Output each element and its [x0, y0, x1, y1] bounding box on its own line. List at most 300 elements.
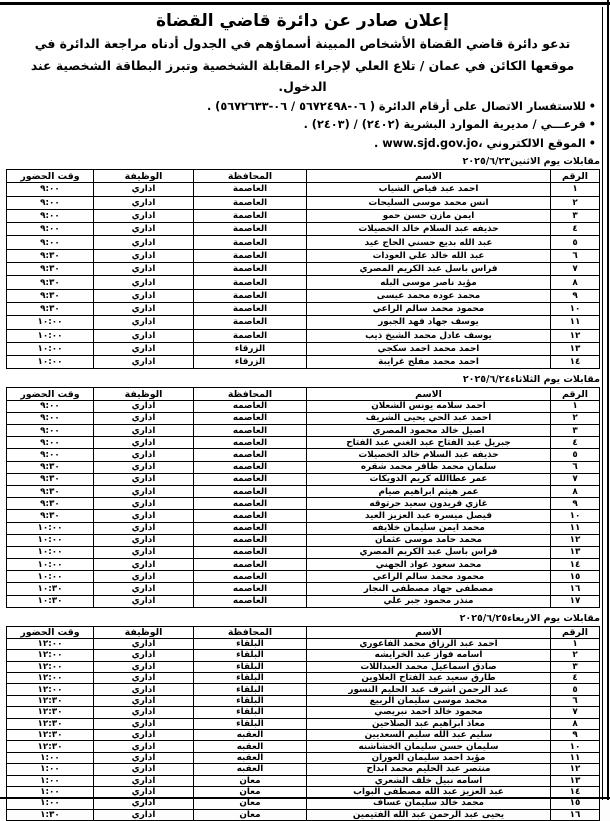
- table-row: [7, 684, 600, 695]
- column-header-governorate: المحافظة: [194, 626, 307, 638]
- announcement-content: [5, 8, 600, 821]
- column-header-number: الرقم: [551, 388, 600, 400]
- table-row: [7, 729, 600, 740]
- interviews-table-wednesday: [6, 626, 600, 821]
- cell-job: اداري: [94, 412, 194, 424]
- cell-name: محمد سعود عواد الجهني: [307, 559, 551, 571]
- cell-name: مؤيد احمد سليمان العوران: [307, 752, 551, 763]
- column-header-governorate: المحافظة: [194, 170, 307, 183]
- cell-number: ١٢: [551, 329, 600, 342]
- top-border-rule: [0, 2, 610, 5]
- cell-job: اداري: [94, 316, 194, 329]
- cell-job: اداري: [94, 595, 194, 607]
- cell-job: اداري: [94, 571, 194, 583]
- cell-number: ١٥: [551, 571, 600, 583]
- cell-name: طارق سعيد عبد الفتاح العلاوين: [307, 673, 551, 684]
- column-header-name: الاسم: [307, 626, 551, 638]
- cell-number: ١٢: [551, 764, 600, 775]
- table-row: [7, 263, 600, 276]
- phone-separator: /: [291, 100, 296, 114]
- table-row: [7, 289, 600, 302]
- cell-job: اداري: [94, 400, 194, 412]
- table-row: [7, 534, 600, 546]
- cell-number: ١١: [551, 316, 600, 329]
- cell-name: مؤيد ناصر موسى البله: [307, 276, 551, 289]
- cell-attendance-time: ٩:٠٠: [7, 236, 94, 249]
- header-row: [7, 388, 600, 400]
- website-line: [5, 138, 596, 149]
- cell-name: محمد ايمن سليمان خلايفه: [307, 522, 551, 534]
- cell-name: حذيفه عبد السلام خالد الخصيلات: [307, 449, 551, 461]
- cell-job: اداري: [94, 559, 194, 571]
- table-caption-monday: مقابلات يوم الاثنين٢٠٢٥/٦/٢٣: [462, 156, 600, 167]
- right-border-rule-inner: [602, 7, 603, 800]
- website-label: الموقع الالكتروني ،: [478, 136, 586, 150]
- cell-number: ١٦: [551, 583, 600, 595]
- cell-attendance-time: ٩:٣٠: [7, 263, 94, 276]
- cell-governorate: البلقاء: [194, 684, 307, 695]
- cell-governorate: العقبه: [194, 764, 307, 775]
- cell-number: ٣: [551, 661, 600, 672]
- cell-name: اصيل خالد محمود المصري: [307, 425, 551, 437]
- cell-job: اداري: [94, 638, 194, 649]
- cell-governorate: العاصمه: [194, 522, 307, 534]
- cell-name: محمد خالد سليمان عساف: [307, 798, 551, 809]
- cell-job: اداري: [94, 437, 194, 449]
- cell-governorate: العاصمه: [194, 546, 307, 558]
- intro-paragraph: تدعو دائرة قاضي القضاة الأشخاص المبينة أسماؤهم في الجدول أدناه مراجعة الدائرة في موقعها الكائن في عمان / تلاع العلي لإجراء المقابلة الشخصية وتبرز البطاقة الشخصية عند الدخول.: [30, 36, 575, 95]
- cell-name: يحيى عبد الرحمن عبد الله الفتيمين: [307, 809, 551, 820]
- cell-attendance-time: ٩:٠٠: [7, 209, 94, 222]
- cell-governorate: البلقاء: [194, 650, 307, 661]
- table-row: [7, 183, 600, 196]
- cell-attendance-time: ١٢:٣٠: [7, 707, 94, 718]
- cell-number: ٨: [551, 276, 600, 289]
- cell-attendance-time: ٩:٣٠: [7, 510, 94, 522]
- cell-job: اداري: [94, 786, 194, 797]
- table-row: [7, 400, 600, 412]
- cell-number: ٢: [551, 412, 600, 424]
- cell-number: ١٤: [551, 559, 600, 571]
- cell-number: ٧: [551, 263, 600, 276]
- cell-number: ٦: [551, 695, 600, 706]
- cell-governorate: معان: [194, 786, 307, 797]
- cell-name: احمد عبد الرزاق محمد الفاعوري: [307, 638, 551, 649]
- table-row: [7, 196, 600, 209]
- cell-governorate: العاصمه: [194, 437, 307, 449]
- cell-job: اداري: [94, 236, 194, 249]
- cell-name: عمر هيثم ابراهيم صيام: [307, 485, 551, 497]
- cell-job: اداري: [94, 684, 194, 695]
- table-row: [7, 718, 600, 729]
- cell-governorate: العاصمة: [194, 329, 307, 342]
- cell-name: احمد محمد مفلح غرايبة: [307, 356, 551, 369]
- cell-name: سليم عبد الله سليم السعديين: [307, 729, 551, 740]
- cell-governorate: البلقاء: [194, 718, 307, 729]
- cell-number: ٤: [551, 223, 600, 236]
- cell-attendance-time: ٩:٣٠: [7, 249, 94, 262]
- cell-attendance-time: ١٠:٠٠: [7, 522, 94, 534]
- cell-name: محمود محمد سالم الراعي: [307, 571, 551, 583]
- table-row: [7, 583, 600, 595]
- cell-number: ٢: [551, 196, 600, 209]
- column-header-attendance-time: وقت الحضور: [7, 388, 94, 400]
- table-row: [7, 764, 600, 775]
- cell-job: اداري: [94, 183, 194, 196]
- cell-job: اداري: [94, 546, 194, 558]
- cell-name: يوسف جهاد فهد الجبور: [307, 316, 551, 329]
- cell-name: فراس باسل عبد الكريم المصري: [307, 546, 551, 558]
- cell-job: اداري: [94, 661, 194, 672]
- cell-attendance-time: ١٢:٠٠: [7, 650, 94, 661]
- cell-attendance-time: ٩:٠٠: [7, 183, 94, 196]
- cell-name: فيصل ميسره عبد العزيز العيد: [307, 510, 551, 522]
- cell-job: اداري: [94, 764, 194, 775]
- cell-governorate: البلقاء: [194, 638, 307, 649]
- bullet-icon: •: [588, 100, 596, 114]
- cell-name: عمر عطاالله كريم الدويكات: [307, 473, 551, 485]
- cell-attendance-time: ١٢:٠٠: [7, 684, 94, 695]
- cell-job: اداري: [94, 650, 194, 661]
- table-row: [7, 695, 600, 706]
- cell-number: ١: [551, 638, 600, 649]
- table-row: [7, 209, 600, 222]
- page-title: إعلان صادر عن دائرة قاضي القضاة: [156, 11, 449, 31]
- cell-job: اداري: [94, 276, 194, 289]
- table-row: [7, 595, 600, 607]
- cell-name: محمد حامد موسى عثمان: [307, 534, 551, 546]
- cell-job: اداري: [94, 263, 194, 276]
- cell-governorate: العاصمه: [194, 449, 307, 461]
- cell-governorate: العاصمه: [194, 412, 307, 424]
- cell-name: منتصر عبد الحليم محمد ابداح: [307, 764, 551, 775]
- cell-governorate: البلقاء: [194, 673, 307, 684]
- cell-job: اداري: [94, 425, 194, 437]
- cell-job: اداري: [94, 809, 194, 820]
- table-row: [7, 473, 600, 485]
- cell-job: اداري: [94, 775, 194, 786]
- cell-governorate: العقبه: [194, 741, 307, 752]
- column-header-name: الاسم: [307, 170, 551, 183]
- cell-job: اداري: [94, 729, 194, 740]
- cell-name: سليمان حسن سليمان الخشاشنه: [307, 741, 551, 752]
- cell-job: اداري: [94, 289, 194, 302]
- branch-extension-line: [5, 119, 596, 130]
- cell-attendance-time: ١٢:٠٠: [7, 638, 94, 649]
- cell-number: ٨: [551, 485, 600, 497]
- cell-job: اداري: [94, 498, 194, 510]
- cell-job: اداري: [94, 583, 194, 595]
- cell-job: اداري: [94, 718, 194, 729]
- cell-job: اداري: [94, 249, 194, 262]
- cell-governorate: العاصمه: [194, 461, 307, 473]
- cell-governorate: العاصمه: [194, 498, 307, 510]
- bullet-icon: •: [588, 118, 596, 132]
- table-row: [7, 673, 600, 684]
- cell-number: ١٠: [551, 302, 600, 315]
- cell-name: عبد العزيز عبد الله مصطفى البواب: [307, 786, 551, 797]
- cell-name: محمود محمد سالم الراعي: [307, 302, 551, 315]
- cell-number: ٩: [551, 289, 600, 302]
- table-row: [7, 223, 600, 236]
- cell-governorate: العاصمة: [194, 236, 307, 249]
- table-row: [7, 236, 600, 249]
- cell-name: اسامه فواز عبد الخرايشه: [307, 650, 551, 661]
- cell-name: محمد عوده محمد عيسى: [307, 289, 551, 302]
- cell-job: اداري: [94, 461, 194, 473]
- website-url: www.sjd.gov.jo: [382, 136, 479, 150]
- cell-governorate: العاصمة: [194, 302, 307, 315]
- cell-job: اداري: [94, 449, 194, 461]
- cell-job: اداري: [94, 473, 194, 485]
- cell-number: ٩: [551, 729, 600, 740]
- cell-number: ١٤: [551, 786, 600, 797]
- cell-number: ٤: [551, 437, 600, 449]
- cell-job: اداري: [94, 302, 194, 315]
- cell-number: ٥: [551, 236, 600, 249]
- column-header-attendance-time: وقت الحضور: [7, 626, 94, 638]
- cell-job: اداري: [94, 356, 194, 369]
- cell-number: ١٦: [551, 809, 600, 820]
- table-row: [7, 437, 600, 449]
- cell-attendance-time: ٩:٠٠: [7, 400, 94, 412]
- cell-governorate: العاصمة: [194, 196, 307, 209]
- cell-number: ١٠: [551, 510, 600, 522]
- cell-name: محمود خالد احمد نبريصي: [307, 707, 551, 718]
- table-row: [7, 650, 600, 661]
- table-row: [7, 425, 600, 437]
- table-row: [7, 498, 600, 510]
- table-row: [7, 546, 600, 558]
- cell-attendance-time: ١٠:٠٠: [7, 356, 94, 369]
- cell-attendance-time: ٩:٣٠: [7, 302, 94, 315]
- cell-job: اداري: [94, 534, 194, 546]
- cell-job: اداري: [94, 673, 194, 684]
- cell-name: حذيفه عبد السلام خالد الخصيلات: [307, 223, 551, 236]
- cell-job: اداري: [94, 522, 194, 534]
- cell-number: ١١: [551, 752, 600, 763]
- cell-name: ايمن مازن حسن حمو: [307, 209, 551, 222]
- table-row: [7, 449, 600, 461]
- cell-job: اداري: [94, 196, 194, 209]
- table-row: [7, 661, 600, 672]
- cell-attendance-time: ١٠:٠٠: [7, 342, 94, 355]
- cell-governorate: العاصمه: [194, 595, 307, 607]
- cell-attendance-time: ١:٠٠: [7, 775, 94, 786]
- info-bullets: [5, 101, 596, 149]
- table-caption-wednesday: مقابلات يوم الاربعاء٢٠٢٥/٦/٢٥: [459, 612, 600, 624]
- table-row: [7, 571, 600, 583]
- cell-name: احمد عبد الحي يحيى الشريف: [307, 412, 551, 424]
- column-header-attendance-time: وقت الحضور: [7, 170, 94, 183]
- cell-job: اداري: [94, 695, 194, 706]
- cell-name: سلمان محمد ظافر محمد شقره: [307, 461, 551, 473]
- cell-attendance-time: ٩:٣٠: [7, 473, 94, 485]
- cell-job: اداري: [94, 510, 194, 522]
- cell-attendance-time: ١٠:٠٠: [7, 316, 94, 329]
- contact-suffix-text: ) .: [206, 100, 221, 114]
- cell-number: ٧: [551, 473, 600, 485]
- cell-number: ١: [551, 400, 600, 412]
- table-row: [7, 741, 600, 752]
- cell-number: ٦: [551, 249, 600, 262]
- cell-number: ٣: [551, 425, 600, 437]
- cell-governorate: العاصمه: [194, 534, 307, 546]
- cell-attendance-time: ٩:٠٠: [7, 425, 94, 437]
- cell-attendance-time: ١:٠٠: [7, 764, 94, 775]
- cell-name: احمد عبد فياض الشياب: [307, 183, 551, 196]
- cell-attendance-time: ٩:٠٠: [7, 437, 94, 449]
- cell-number: ٥: [551, 684, 600, 695]
- cell-governorate: العاصمة: [194, 263, 307, 276]
- cell-number: ١٢: [551, 534, 600, 546]
- table-row: [7, 809, 600, 820]
- phone-number-1: ٠٦-٥٦٧٢٤٩٨: [299, 100, 366, 114]
- cell-governorate: العقبه: [194, 752, 307, 763]
- cell-governorate: البلقاء: [194, 707, 307, 718]
- cell-governorate: العاصمه: [194, 559, 307, 571]
- cell-name: احمد سلامه يونس الشعلان: [307, 400, 551, 412]
- cell-number: ٤: [551, 673, 600, 684]
- table-row: [7, 522, 600, 534]
- cell-number: ١١: [551, 522, 600, 534]
- cell-name: جبريل عبد الفتاح عبد الغني عبد الفتاح: [307, 437, 551, 449]
- table-row: [7, 342, 600, 355]
- cell-name: عبد الرحمن اشرف عبد الحليم النسور: [307, 684, 551, 695]
- cell-name: محمد موسى سليمان الربيع: [307, 695, 551, 706]
- cell-number: ٧: [551, 707, 600, 718]
- cell-attendance-time: ١٢:٣٠: [7, 695, 94, 706]
- cell-governorate: الزرقاء: [194, 356, 307, 369]
- cell-number: ١٣: [551, 546, 600, 558]
- contact-phone-line: [5, 101, 596, 112]
- cell-governorate: معان: [194, 798, 307, 809]
- cell-name: معاذ ابراهيم عبد الصلاحين: [307, 718, 551, 729]
- cell-governorate: العاصمه: [194, 400, 307, 412]
- column-header-number: الرقم: [551, 170, 600, 183]
- cell-attendance-time: ١٠:٠٠: [7, 534, 94, 546]
- phone-number-2: ٠٦-٥٦٧٢٦٣٣: [220, 100, 288, 114]
- cell-governorate: العاصمه: [194, 473, 307, 485]
- cell-job: اداري: [94, 329, 194, 342]
- interviews-table-tuesday: [6, 387, 600, 607]
- table-row: [7, 485, 600, 497]
- cell-name: منذر محمود جبر علي: [307, 595, 551, 607]
- cell-name: انس محمد موسى السليحات: [307, 196, 551, 209]
- table-row: [7, 356, 600, 369]
- cell-number: ٢: [551, 650, 600, 661]
- cell-number: ٥: [551, 449, 600, 461]
- cell-governorate: العاصمة: [194, 209, 307, 222]
- cell-name: صادق اسماعيل محمد العبداللات: [307, 661, 551, 672]
- cell-governorate: العاصمة: [194, 223, 307, 236]
- cell-attendance-time: ١٠:٠٠: [7, 546, 94, 558]
- cell-name: عبد الله خالد علي العودات: [307, 249, 551, 262]
- cell-governorate: العاصمه: [194, 583, 307, 595]
- table-row: [7, 249, 600, 262]
- cell-attendance-time: ٩:٣٠: [7, 289, 94, 302]
- cell-attendance-time: ١:٠٠: [7, 786, 94, 797]
- cell-attendance-time: ٩:٠٠: [7, 196, 94, 209]
- cell-governorate: العاصمه: [194, 571, 307, 583]
- table-row: [7, 775, 600, 786]
- branch-text: فرعـــي / مديرية الموارد البشرية (٢٤٠٢) / (٢٤٠٣) .: [303, 118, 586, 132]
- table-row: [7, 786, 600, 797]
- cell-name: مصطفى جهاد مصطفى النجار: [307, 583, 551, 595]
- table-row: [7, 707, 600, 718]
- cell-attendance-time: ٩:٠٠: [7, 449, 94, 461]
- table-row: [7, 316, 600, 329]
- cell-name: احمد محمد احمد سكجي: [307, 342, 551, 355]
- table-row: [7, 559, 600, 571]
- cell-number: ٣: [551, 209, 600, 222]
- cell-attendance-time: ١٠:٠٠: [7, 329, 94, 342]
- cell-attendance-time: ١٢:٣٠: [7, 718, 94, 729]
- cell-governorate: العاصمه: [194, 425, 307, 437]
- cell-governorate: العاصمة: [194, 276, 307, 289]
- cell-name: يوسف عادل محمد الشيخ ذيب: [307, 329, 551, 342]
- table-row: [7, 752, 600, 763]
- cell-name: اسامه نبيل خلف الشعري: [307, 775, 551, 786]
- header-row: [7, 626, 600, 638]
- column-header-number: الرقم: [551, 626, 600, 638]
- cell-job: اداري: [94, 342, 194, 355]
- cell-number: ١٧: [551, 595, 600, 607]
- cell-name: غازي فريدون سعيد حرتوقه: [307, 498, 551, 510]
- cell-governorate: العاصمه: [194, 510, 307, 522]
- cell-governorate: معان: [194, 775, 307, 786]
- table-row: [7, 302, 600, 315]
- cell-job: اداري: [94, 223, 194, 236]
- cell-job: اداري: [94, 485, 194, 497]
- cell-attendance-time: ٩:٣٠: [7, 461, 94, 473]
- cell-job: اداري: [94, 209, 194, 222]
- cell-attendance-time: ١٢:٣٠: [7, 729, 94, 740]
- cell-attendance-time: ٩:٣٠: [7, 485, 94, 497]
- cell-job: اداري: [94, 707, 194, 718]
- cell-governorate: العاصمة: [194, 289, 307, 302]
- table-row: [7, 329, 600, 342]
- table-row: [7, 412, 600, 424]
- cell-governorate: البلقاء: [194, 661, 307, 672]
- cell-number: ٦: [551, 461, 600, 473]
- bullet-icon: •: [588, 136, 596, 150]
- cell-attendance-time: ١٢:٠٠: [7, 673, 94, 684]
- cell-attendance-time: ١٠:٠٠: [7, 559, 94, 571]
- column-header-name: الاسم: [307, 388, 551, 400]
- cell-attendance-time: ٩:٣٠: [7, 276, 94, 289]
- cell-number: ٩: [551, 498, 600, 510]
- cell-attendance-time: ١٠:٣٠: [7, 583, 94, 595]
- column-header-job: الوظيفة: [94, 626, 194, 638]
- cell-number: ١٠: [551, 741, 600, 752]
- cell-attendance-time: ١٢:٠٠: [7, 661, 94, 672]
- cell-governorate: العاصمه: [194, 485, 307, 497]
- cell-attendance-time: ٩:٣٠: [7, 498, 94, 510]
- cell-attendance-time: ١:٠٠: [7, 752, 94, 763]
- contact-prefix-text: للاستفسار الاتصال على أرقام الدائرة (: [369, 100, 586, 114]
- cell-attendance-time: ١٠:٣٠: [7, 595, 94, 607]
- cell-job: اداري: [94, 798, 194, 809]
- column-header-job: الوظيفة: [94, 170, 194, 183]
- cell-governorate: العاصمة: [194, 249, 307, 262]
- interviews-table-monday: [6, 169, 600, 369]
- cell-governorate: البلقاء: [194, 695, 307, 706]
- cell-number: ١٥: [551, 798, 600, 809]
- cell-attendance-time: ١:٣٠: [7, 809, 94, 820]
- cell-name: عبد الله بديع حسني الحاج عيد: [307, 236, 551, 249]
- cell-job: اداري: [94, 752, 194, 763]
